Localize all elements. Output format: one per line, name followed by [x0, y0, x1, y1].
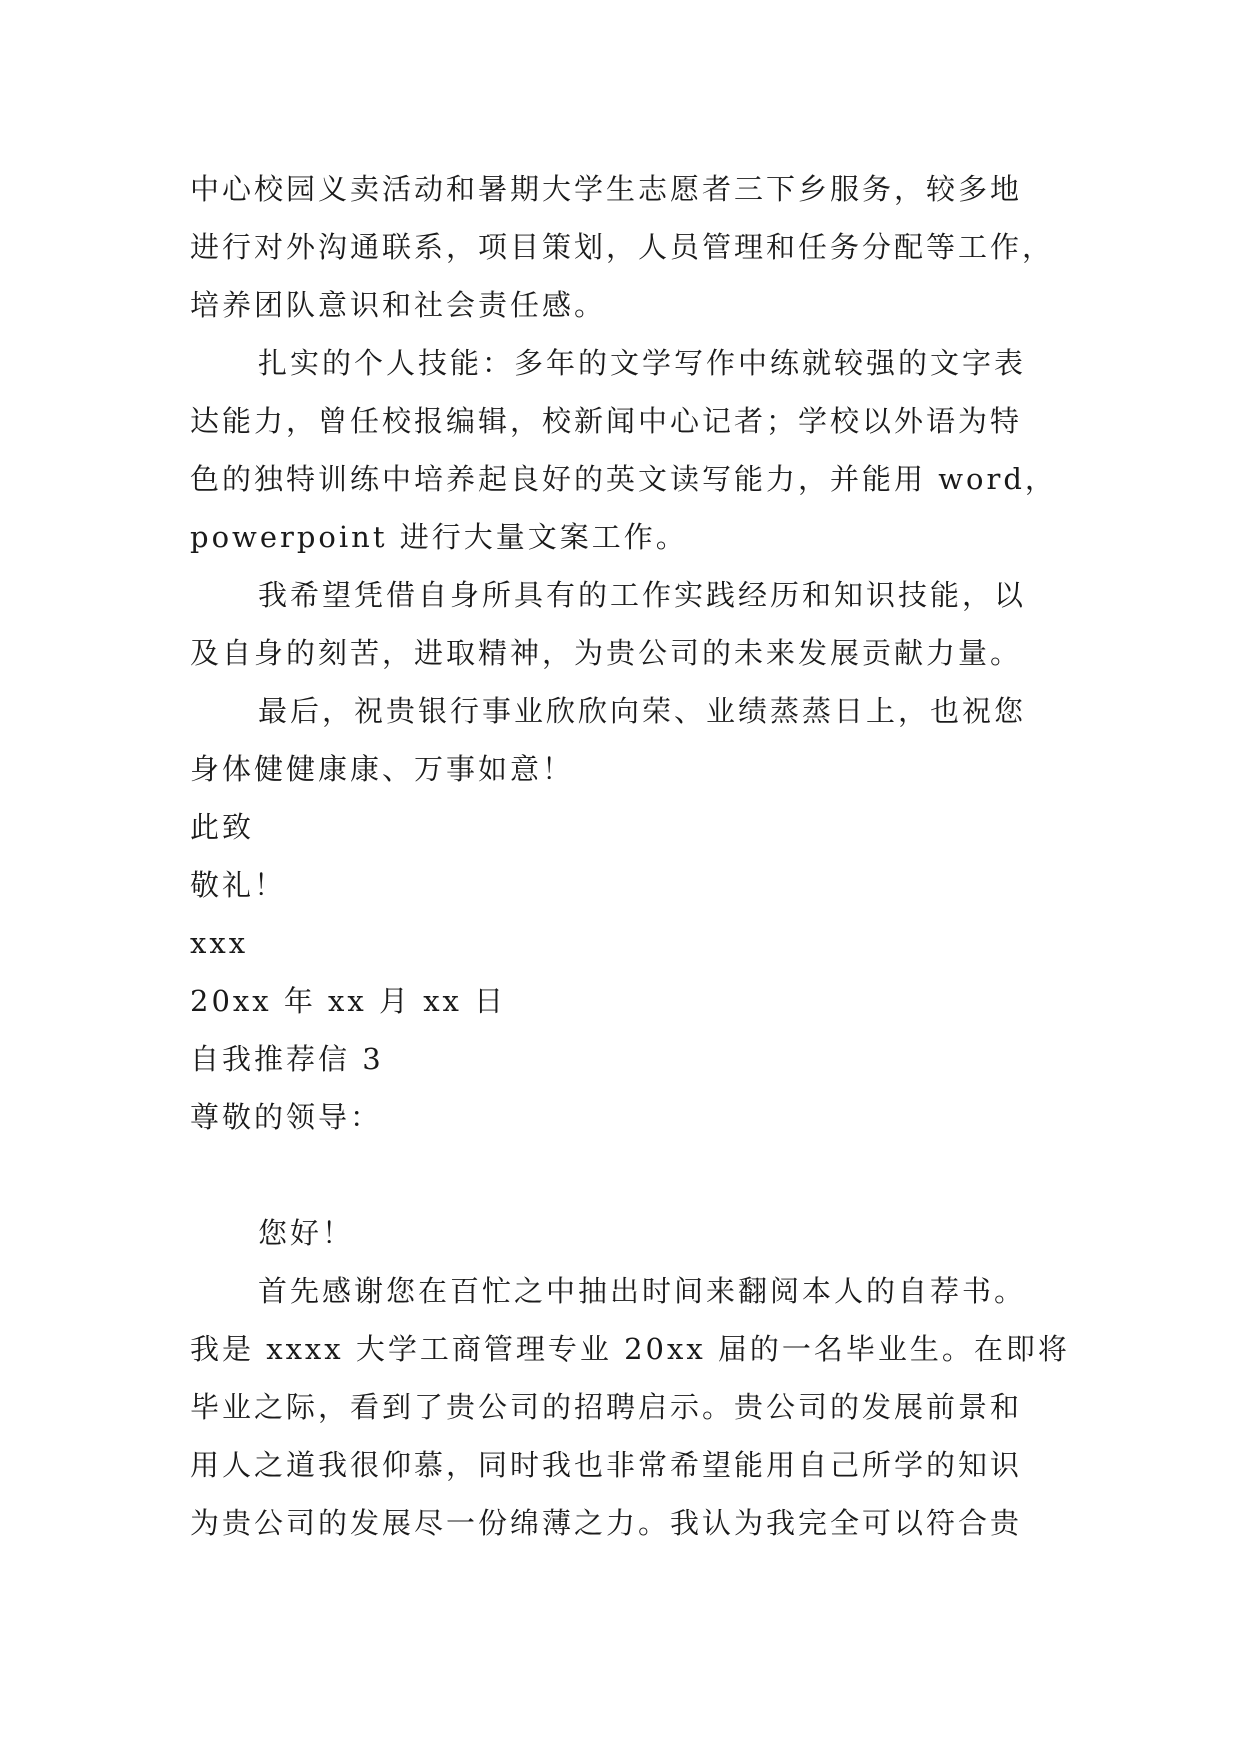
paragraph-line: 达能力，曾任校报编辑，校新闻中心记者；学校以外语为特 — [190, 404, 1023, 438]
paragraph-line: powerpoint 进行大量文案工作。 — [190, 520, 688, 554]
letter-salutation: 尊敬的领导： — [190, 1100, 383, 1134]
document-body — [190, 160, 1070, 1552]
paragraph-line: 色的独特训练中培养起良好的英文读写能力，并能用 word， — [190, 462, 1057, 496]
paragraph-line: 最后，祝贵银行事业欣欣向荣、业绩蒸蒸日上，也祝您 — [258, 694, 1027, 728]
paragraph-line: 用人之道我很仰慕，同时我也非常希望能用自己所学的知识 — [190, 1448, 1023, 1482]
signature-name: xxx — [190, 926, 249, 960]
paragraph-line: 首先感谢您在百忙之中抽出时间来翻阅本人的自荐书。 — [258, 1274, 1027, 1308]
paragraph-line: 我希望凭借自身所具有的工作实践经历和知识技能，以 — [258, 578, 1027, 612]
greeting-line: 您好！ — [258, 1216, 355, 1250]
paragraph-line: 毕业之际，看到了贵公司的招聘启示。贵公司的发展前景和 — [190, 1390, 1023, 1424]
section-title: 自我推荐信 3 — [190, 1042, 384, 1076]
blank-line — [190, 1146, 1060, 1204]
paragraph-line: 培养团队意识和社会责任感。 — [190, 288, 607, 322]
paragraph-line: 扎实的个人技能：多年的文学写作中练就较强的文字表 — [258, 346, 1027, 380]
paragraph-line: 中心校园义卖活动和暑期大学生志愿者三下乡服务，较多地 — [190, 172, 1023, 206]
paragraph-line: 进行对外沟通联系，项目策划，人员管理和任务分配等工作， — [190, 230, 1055, 264]
paragraph-line: 身体健健康康、万事如意！ — [190, 752, 575, 786]
paragraph-line: 为贵公司的发展尽一份绵薄之力。我认为我完全可以符合贵 — [190, 1506, 1023, 1540]
closing-salutation: 此致 — [190, 810, 255, 844]
signature-date: 20xx 年 xx 月 xx 日 — [190, 984, 507, 1018]
paragraph-line: 我是 xxxx 大学工商管理专业 20xx 届的一名毕业生。在即将 — [190, 1332, 1070, 1366]
paragraph-line: 及自身的刻苦，进取精神，为贵公司的未来发展贡献力量。 — [190, 636, 1023, 670]
closing-regards: 敬礼！ — [190, 868, 287, 902]
